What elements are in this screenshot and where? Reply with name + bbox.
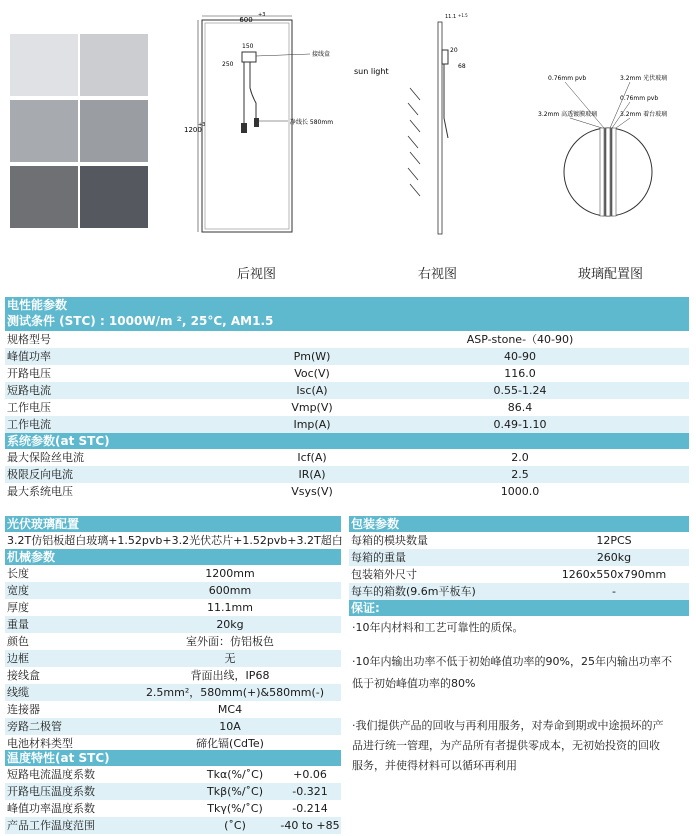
table-row: 颜色 室外面：仿铝板色 (7, 635, 274, 648)
side-dim: 11.1 (445, 14, 457, 20)
table-row: 电池材料类型 碲化镉(CdTe) (7, 737, 264, 750)
width-dim: 600 (239, 16, 253, 24)
table-row: 峰值功率温度系数 Tkγ(%/˚C) -0.214 (7, 802, 328, 815)
dim-250: 250 (222, 61, 234, 68)
table-row: 短路电流温度系数 Tkα(%/˚C) +0.06 (7, 768, 327, 781)
warranty-point-3a: ·我们提供产品的回收与再利用服务，对寿命到期或中途损坏的产 (352, 719, 664, 732)
back-view-drawing (170, 8, 360, 248)
side-tol: +1.5 (458, 13, 468, 18)
dim-20: 20 (450, 47, 458, 54)
table-row: 最大系统电压 Vsys(V) 1000.0 (7, 485, 540, 498)
table-row: 每箱的重量 260kg (349, 549, 689, 566)
height-tol: +3 (198, 122, 206, 128)
table-row: 最大保险丝电流 Icf(A) 2.0 (7, 451, 529, 464)
table-row: 宽度 600mm (5, 582, 341, 599)
table-row: 开路电压 Voc(V) 116.0 (7, 367, 536, 380)
glass-layer-3: 0.76mm pvb (620, 95, 659, 102)
warranty-header: 保证: (349, 600, 689, 616)
glass-header: 光伏玻璃配置 (5, 516, 341, 532)
table-row: 规格型号 ASP-stone-（40-90) (7, 333, 574, 346)
system-header: 系统参数(at STC) (5, 433, 689, 449)
table-row: 边框 无 (5, 650, 341, 667)
packaging-header: 包装参数 (349, 516, 689, 532)
electrical-subtitle: 测试条件 (STC) : 1000W/m ², 25°C, AM1.5 (7, 314, 274, 328)
temperature-header: 温度特性(at STC) (5, 750, 341, 766)
table-row: 旁路二极管 10A (5, 718, 341, 735)
caption-right-view: 右视图 (418, 267, 458, 282)
table-row: 短路电流 Isc(A) 0.55-1.24 (5, 382, 689, 399)
table-row: 每箱的模块数量 12PCS (351, 534, 632, 547)
height-dim: 1200 (184, 126, 202, 134)
mechanical-header: 机械参数 (5, 549, 341, 565)
warranty-point-3b: 品进行统一管理，为产品所有者提供零成本，无初始投资的回收 (352, 739, 660, 752)
swatch-1 (10, 34, 78, 96)
table-row: 包装箱外尺寸 1260x550x790mm (351, 568, 667, 581)
table-row: 厚度 11.1mm (7, 601, 253, 614)
table-row: 极限反向电流 IR(A) 2.5 (5, 466, 689, 483)
dim-68: 68 (458, 63, 466, 70)
cable-length-label: 净线长 580mm (290, 119, 334, 126)
electrical-title: 电性能参数 (7, 298, 68, 312)
table-row: 产品工作温度范围 (˚C) -40 to +85 (7, 819, 340, 832)
table-row: 工作电压 Vmp(V) 86.4 (7, 401, 533, 414)
glass-layer-2: 3.2mm 光伏玻璃 (620, 75, 668, 82)
table-row: 重量 20kg (5, 616, 341, 633)
warranty-point-2a: ·10年内输出功率不低于初始峰值功率的90%，25年内输出功率不 (352, 655, 672, 668)
glass-layer-4: 3.2mm 高透镀膜玻璃 (538, 111, 598, 118)
table-row: 每车的箱数(9.6m平板车) - (349, 583, 689, 600)
glass-text-row (5, 532, 341, 549)
swatch-6 (80, 166, 148, 228)
table-row: 线缆 2.5mm²，580mm(+)&580mm(-) (5, 684, 341, 701)
table-row: 接线盒 背面出线，IP68 (7, 669, 270, 682)
swatch-3 (10, 100, 78, 162)
swatch-2 (80, 34, 148, 96)
warranty-point-2b: 低于初始峰值功率的80% (352, 677, 476, 690)
swatch-4 (80, 100, 148, 162)
table-row: 开路电压温度系数 Tkβ(%/˚C) -0.321 (5, 783, 341, 800)
table-row: 峰值功率 Pm(W) 40-90 (5, 348, 689, 365)
glass-config-drawing (530, 60, 690, 240)
glass-layer-1: 0.76mm pvb (548, 75, 587, 82)
warranty-point-3c: 服务，并使得材料可以循环再利用 (352, 759, 517, 772)
warranty-point-1: ·10年内材料和工艺可靠性的质保。 (352, 621, 524, 634)
junction-box-label: 接线盒 (312, 51, 331, 58)
electrical-header (5, 297, 689, 331)
caption-glass-config: 玻璃配置图 (578, 267, 644, 282)
glass-layer-5: 3.2mm 着台玻璃 (620, 111, 668, 118)
caption-back-view: 后视图 (237, 267, 277, 282)
dim-150: 150 (242, 43, 254, 50)
glass-text: 3.2T仿铝板超白玻璃+1.52pvb+3.2光伏芯片+1.52pvb+3.2T超白 (7, 534, 343, 547)
right-view-drawing (350, 8, 490, 248)
width-tol: +3 (258, 12, 266, 18)
table-row: 连接器 MC4 (7, 703, 243, 716)
sun-light-label: sun light (354, 67, 389, 76)
swatch-5 (10, 166, 78, 228)
table-row: 工作电流 Imp(A) 0.49-1.10 (5, 416, 689, 433)
table-row: 长度 1200mm (7, 567, 255, 580)
